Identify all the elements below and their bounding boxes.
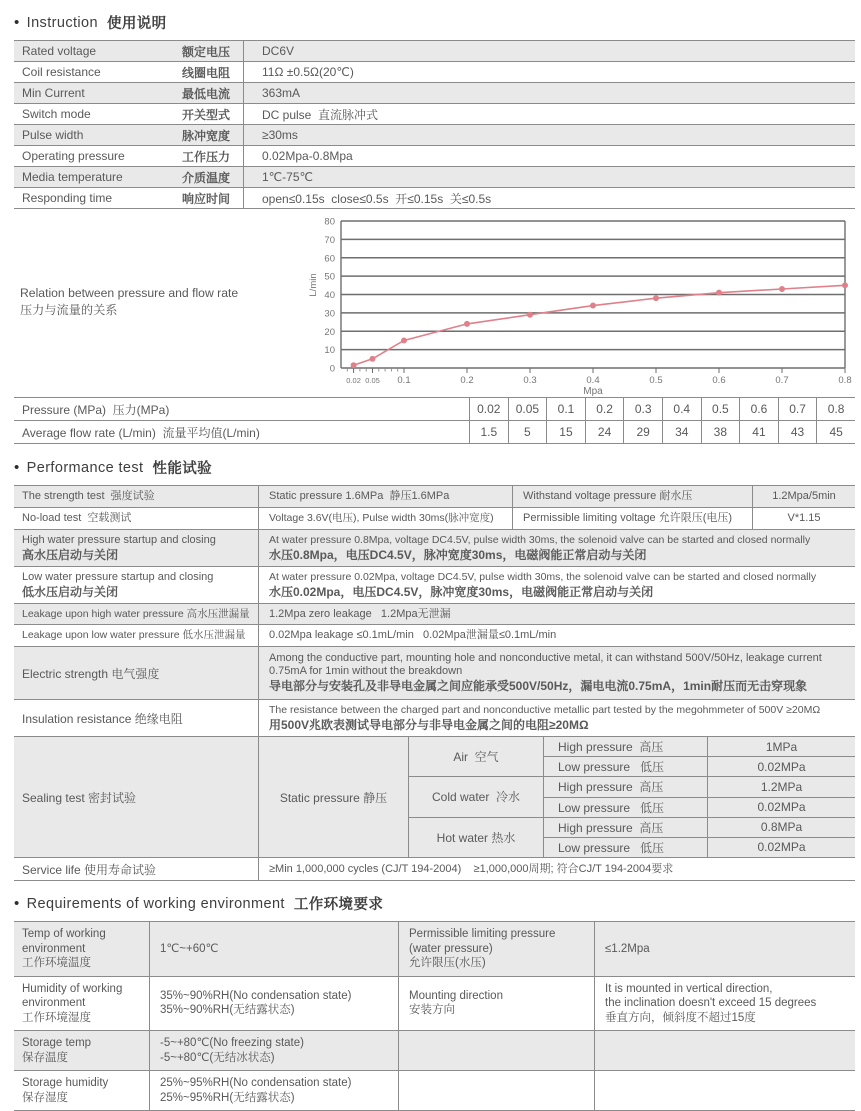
y-tick-label: 60 <box>324 253 335 265</box>
pressure-level-value: 1.2MPa <box>707 777 855 796</box>
pressure-value: 0.8 <box>816 398 855 420</box>
flow-value: 15 <box>546 421 585 443</box>
env-label <box>398 922 594 976</box>
data-point <box>590 303 596 309</box>
test-value-en: At water pressure 0.02Mpa, voltage DC4.5V, pulse width 30ms, the solenoid valve can be started and closed normally <box>269 570 817 583</box>
spec-label-zh: 工作压力 <box>182 149 231 164</box>
flow-value: 34 <box>662 421 701 443</box>
pressure-level-value: 0.02MPa <box>707 757 855 776</box>
test-value <box>258 530 855 566</box>
test-label: Electric strength 电气强度 <box>22 666 160 681</box>
env-value <box>149 1031 398 1070</box>
env-label-line: Humidity of working <box>22 982 123 995</box>
test-value: 1.2Mpa zero leakage 1.2Mpa无泄漏 <box>258 604 855 624</box>
test-value: Static pressure 1.6MPa 静压1.6MPa <box>258 486 512 507</box>
table-row <box>14 83 855 104</box>
spec-label-zh: 脉冲宽度 <box>182 128 231 143</box>
spec-value: DC pulse 直流脉冲式 <box>243 104 855 124</box>
flow-value: 29 <box>623 421 662 443</box>
env-value-line: It is mounted in vertical direction, <box>605 982 773 995</box>
pressure-value: 0.5 <box>701 398 740 420</box>
environment-section-title <box>14 893 855 914</box>
pressure-flow-chart <box>305 213 856 397</box>
env-label-line: Permissible limiting pressure <box>409 928 556 940</box>
spec-label-en: Responding time <box>22 191 113 205</box>
pressure-level-rows <box>543 818 855 857</box>
table-row <box>543 797 855 817</box>
test-label: Sealing test 密封试验 <box>22 790 137 805</box>
pressure-level-label: Low pressure 低压 <box>543 798 707 817</box>
test-value <box>258 647 855 699</box>
env-value-line: -5~+80℃(No freezing state) <box>160 1037 304 1049</box>
table-row <box>14 1071 855 1111</box>
environment-table <box>14 921 855 1111</box>
test-value <box>258 700 855 736</box>
table-row <box>14 125 855 146</box>
test-label-en: Low water pressure startup and closing <box>22 570 214 583</box>
test-value-zh: 水压0.8Mpa，电压DC4.5V，脉冲宽度30ms，电磁阀能正常启动与关闭 <box>269 547 647 562</box>
pressure-level-label: High pressure 高压 <box>543 818 707 837</box>
pressure-value: 0.4 <box>662 398 701 420</box>
y-tick-label: 0 <box>329 363 335 375</box>
table-row <box>14 167 855 188</box>
env-value-line: 35%~90%RH(No condensation state) <box>160 989 352 1002</box>
table-row <box>14 146 855 167</box>
env-label-line: Mounting direction <box>409 989 503 1002</box>
x-tick-label: 0.2 <box>460 375 474 386</box>
data-point <box>370 356 376 362</box>
env-value <box>149 977 398 1031</box>
instruction-title-zh: 使用说明 <box>106 16 167 32</box>
spec-value: 0.02Mpa-0.8Mpa <box>243 146 855 166</box>
pressure-level-value: 0.02MPa <box>707 838 855 857</box>
spec-label-zh: 开关型式 <box>182 107 231 122</box>
spec-label-zh: 响应时间 <box>182 191 231 206</box>
table-row <box>543 777 855 796</box>
env-value-line: the inclination doesn't exceed 15 degrees <box>605 997 817 1009</box>
flow-value: 5 <box>508 421 547 443</box>
pressure-level-rows <box>543 777 855 816</box>
test-label: Service life 使用寿命试验 <box>22 862 157 877</box>
instruction-table <box>14 40 855 209</box>
pressure-value: 0.3 <box>623 398 662 420</box>
table-row <box>14 398 855 421</box>
flow-value: 43 <box>778 421 817 443</box>
table-row <box>14 421 855 444</box>
media-group-air <box>408 737 855 776</box>
x-tick-label: 0.5 <box>649 375 663 386</box>
env-label <box>398 1031 594 1070</box>
test-label: The strength test 强度试验 <box>22 490 155 502</box>
env-label-line: Storage humidity <box>22 1077 109 1089</box>
y-axis-label: L/min <box>308 273 319 297</box>
performance-section-title <box>14 457 855 478</box>
table-row <box>543 737 855 756</box>
env-label-line: environment <box>22 997 86 1009</box>
test-value-en: Among the conductive part, mounting hole and nonconductive metal, it can withstand 500V/50Hz, leakage current 0.75mA for 1min without the breakdown <box>269 652 822 677</box>
data-point <box>464 321 470 327</box>
y-tick-label: 70 <box>324 234 335 246</box>
env-label <box>14 1071 149 1110</box>
data-point <box>401 337 407 343</box>
test-label: Withstand voltage pressure 耐水压 <box>512 486 752 507</box>
sealing-media-column <box>408 737 855 857</box>
pressure-level-label: High pressure 高压 <box>543 737 707 756</box>
table-row <box>14 41 855 62</box>
env-label-line: environment <box>22 942 86 955</box>
table-row <box>14 62 855 83</box>
table-row <box>543 837 855 857</box>
env-label-line: 工作环境温度 <box>22 957 91 969</box>
env-label-line: Storage temp <box>22 1037 92 1049</box>
pressure-value: 0.02 <box>469 398 508 420</box>
performance-title-en: Performance test <box>26 459 144 476</box>
pressure-value: 0.05 <box>508 398 547 420</box>
chart-caption-en: Relation between pressure and flow rate <box>20 286 239 300</box>
data-point <box>527 312 533 318</box>
table-row <box>543 756 855 776</box>
test-label: Leakage upon low water pressure 低水压泄漏量 <box>22 629 246 642</box>
test-value <box>258 567 855 603</box>
x-tick-label: 0.6 <box>712 375 726 386</box>
spec-value: DC6V <box>243 41 855 61</box>
test-label: No-load test 空载测试 <box>22 512 132 524</box>
env-value <box>594 1071 855 1110</box>
test-label: Permissible limiting voltage 允许限压(电压) <box>512 508 752 529</box>
spec-label-en: Coil resistance <box>22 65 101 79</box>
env-label-line: 保存湿度 <box>22 1091 68 1104</box>
media-label: Air 空气 <box>408 737 543 776</box>
spec-value: open≤0.15s close≤0.5s 开≤0.15s 关≤0.5s <box>243 188 855 208</box>
test-value-en: At water pressure 0.8Mpa, voltage DC4.5V, pulse width 30ms, the solenoid valve can be started and closed normally <box>269 533 811 546</box>
table-row <box>14 922 855 977</box>
env-label <box>398 977 594 1031</box>
table-row <box>14 625 855 647</box>
pressure-value: 0.2 <box>585 398 624 420</box>
table-row <box>14 604 855 625</box>
x-axis-label: Mpa <box>583 386 603 397</box>
x-tick-label: 0.05 <box>365 376 380 385</box>
table-row <box>14 188 855 209</box>
pressure-value: 0.6 <box>739 398 778 420</box>
spec-label-en: Pulse width <box>22 128 84 142</box>
table-row <box>14 1031 855 1071</box>
table-row <box>14 647 855 700</box>
table-row <box>14 508 855 530</box>
instruction-section-title <box>14 12 855 33</box>
chart-caption-zh: 压力与流量的关系 <box>20 303 118 317</box>
env-value-line: -5~+80℃(无结冰状态) <box>160 1051 275 1064</box>
env-value-line: 35%~90%RH(无结露状态) <box>160 1004 295 1017</box>
flow-value: 41 <box>739 421 778 443</box>
test-label: Leakage upon high water pressure 高水压泄漏量 <box>22 607 250 620</box>
env-value <box>149 922 398 976</box>
table-row <box>14 486 855 508</box>
pressure-level-value: 0.8MPa <box>707 818 855 837</box>
sealing-method: Static pressure 静压 <box>258 737 408 857</box>
spec-value: ≥30ms <box>243 125 855 145</box>
pressure-level-label: Low pressure 低压 <box>543 838 707 857</box>
env-label <box>14 1031 149 1070</box>
env-label-line: 保存温度 <box>22 1051 68 1064</box>
env-label-line: Temp of working <box>22 928 106 940</box>
test-label-zh: 低水压启动与关闭 <box>22 584 119 599</box>
x-tick-label: 0.7 <box>775 375 789 386</box>
spec-label-en: Operating pressure <box>22 149 125 163</box>
spec-label-zh: 额定电压 <box>182 44 231 59</box>
spec-label-en: Rated voltage <box>22 44 97 58</box>
x-tick-label: 0.4 <box>586 375 600 386</box>
table-row <box>14 700 855 737</box>
pressure-level-label: Low pressure 低压 <box>543 757 707 776</box>
media-group-cold-water <box>408 776 855 816</box>
pressure-level-value: 0.02MPa <box>707 798 855 817</box>
performance-table <box>14 485 855 881</box>
test-value-en: The resistance between the charged part and nonconductive metallic part tested by the megohmmeter of 500V ≥20MΩ <box>269 703 821 716</box>
env-value-line: 25%~95%RH(No condensation state) <box>160 1077 352 1089</box>
table-row <box>14 104 855 125</box>
pressure-level-value: 1MPa <box>707 737 855 756</box>
pressure-row-label: Pressure (MPa) 压力(MPa) <box>22 402 170 417</box>
spec-label-zh: 介质温度 <box>182 170 231 185</box>
instruction-title-en: Instruction <box>26 14 98 31</box>
test-label: Insulation resistance 绝缘电阻 <box>22 711 183 726</box>
flow-value: 1.5 <box>469 421 508 443</box>
data-point <box>653 295 659 301</box>
spec-label-en: Min Current <box>22 86 85 100</box>
media-label: Cold water 冷水 <box>408 777 543 816</box>
env-value <box>594 977 855 1031</box>
test-value-zh: 用500V兆欧表测试导电部分与非导电金属之间的电阻≥20MΩ <box>269 717 589 732</box>
pressure-value: 0.7 <box>778 398 817 420</box>
test-label <box>14 567 258 603</box>
env-label-line: 安装方向 <box>409 1004 455 1017</box>
env-value-line: 垂直方向，倾斜度不超过15度 <box>605 1011 756 1024</box>
env-label-line: 工作环境湿度 <box>22 1011 91 1024</box>
data-point <box>351 362 357 368</box>
x-tick-label: 0.02 <box>346 376 361 385</box>
spec-value: 1℃-75℃ <box>243 167 855 187</box>
environment-title-zh: 工作环境要求 <box>293 897 384 913</box>
test-value: V*1.15 <box>752 508 855 529</box>
table-row <box>14 567 855 604</box>
env-value-line: 25%~95%RH(无结露状态) <box>160 1091 295 1104</box>
y-tick-label: 40 <box>324 290 335 301</box>
test-label-en: High water pressure startup and closing <box>22 533 216 546</box>
env-value <box>594 922 855 976</box>
bullet-icon: • <box>14 895 20 912</box>
spec-label-zh: 最低电流 <box>182 86 231 101</box>
test-value: 1.2Mpa/5min <box>752 486 855 507</box>
flow-row-label: Average flow rate (L/min) 流量平均值(L/min) <box>22 425 260 440</box>
x-tick-label: 0.1 <box>397 375 411 386</box>
table-row <box>14 977 855 1032</box>
y-tick-label: 50 <box>324 271 335 283</box>
bullet-icon: • <box>14 14 20 31</box>
pressure-level-rows <box>543 737 855 776</box>
env-value-line: 1℃~+60℃ <box>160 942 219 955</box>
sealing-test-block <box>14 737 855 858</box>
flow-value: 24 <box>585 421 624 443</box>
y-tick-label: 20 <box>324 326 335 338</box>
spec-value: 363mA <box>243 83 855 103</box>
x-tick-label: 0.3 <box>523 375 537 386</box>
test-value: 0.02Mpa leakage ≤0.1mL/min 0.02Mpa泄漏量≤0.1mL/min <box>258 625 855 646</box>
flow-value: 38 <box>701 421 740 443</box>
performance-title-zh: 性能试验 <box>152 461 213 477</box>
y-tick-label: 30 <box>324 308 335 320</box>
env-value <box>594 1031 855 1070</box>
table-row <box>14 858 855 881</box>
chart-caption <box>20 285 238 319</box>
env-label <box>398 1071 594 1110</box>
flow-curve <box>354 285 845 365</box>
spec-value: 11Ω ±0.5Ω(20℃) <box>243 62 855 82</box>
pressure-level-label: High pressure 高压 <box>543 777 707 796</box>
environment-title-en: Requirements of working environment <box>26 895 285 912</box>
flow-value: 45 <box>816 421 855 443</box>
table-row <box>14 530 855 567</box>
env-label-line: 允许限压(水压) <box>409 957 486 969</box>
x-tick-label: 0.8 <box>838 375 852 386</box>
env-label-line: (water pressure) <box>409 942 493 955</box>
y-tick-label: 10 <box>324 345 335 357</box>
spec-label-zh: 线圈电阻 <box>182 65 231 80</box>
spec-label-en: Switch mode <box>22 107 91 121</box>
data-point <box>716 290 722 296</box>
env-label <box>14 922 149 976</box>
flow-table <box>14 397 855 444</box>
media-group-hot-water <box>408 817 855 857</box>
media-label: Hot water 热水 <box>408 818 543 857</box>
pressure-value: 0.1 <box>546 398 585 420</box>
y-tick-label: 80 <box>324 216 335 228</box>
test-value-zh: 导电部分与安装孔及非导电金属之间应能承受500V/50Hz，漏电电流0.75mA，1min耐压而无击穿现象 <box>269 679 808 693</box>
test-value: Voltage 3.6V(电压), Pulse width 30ms(脉冲宽度) <box>258 508 512 529</box>
spec-label-en: Media temperature <box>22 170 123 184</box>
test-value-zh: 水压0.02Mpa，电压DC4.5V，脉冲宽度30ms，电磁阀能正常启动与关闭 <box>269 584 654 599</box>
env-label <box>14 977 149 1031</box>
test-value: ≥Min 1,000,000 cycles (CJ/T 194-2004) ≥1,000,000周期; 符合CJ/T 194-2004要求 <box>258 858 855 880</box>
test-label <box>14 530 258 566</box>
data-point <box>842 282 848 288</box>
test-label-zh: 高水压启动与关闭 <box>22 547 119 562</box>
env-value <box>149 1071 398 1110</box>
table-row <box>543 818 855 837</box>
data-point <box>779 286 785 292</box>
bullet-icon: • <box>14 459 20 476</box>
env-value-line: ≤1.2Mpa <box>605 942 650 955</box>
pressure-flow-chart-section <box>14 209 855 397</box>
